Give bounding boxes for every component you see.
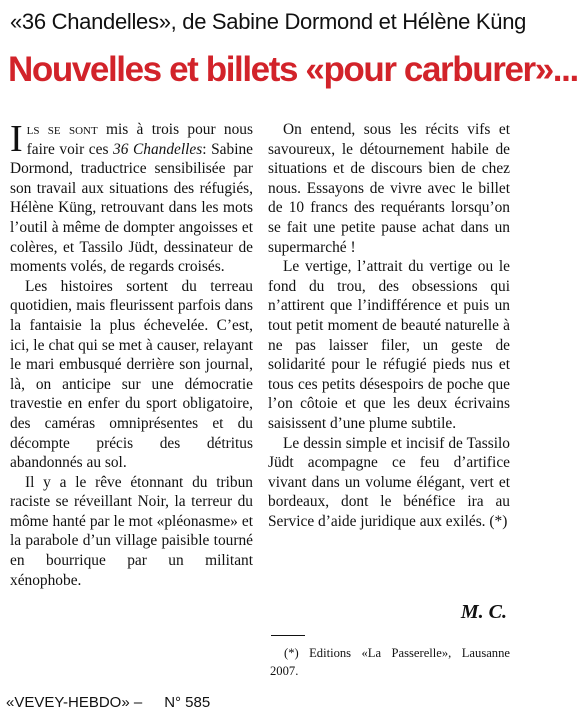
book-title: 36 Chandelles (113, 140, 203, 158)
footnote-divider (271, 635, 305, 636)
article-headline: Nouvelles et billets «pour carburer»... (8, 50, 578, 89)
lead-in-smallcaps: ls se sont (26, 121, 98, 138)
column-left (10, 120, 253, 590)
paragraph-1 (10, 120, 253, 277)
paragraph-1-text-a: mis à trois pour nous faire voir ces (26, 121, 253, 158)
publication-name: «VEVEY-HEBDO» – (6, 694, 143, 711)
column-right (268, 120, 510, 531)
publication-footer (6, 694, 210, 711)
article-kicker: «36 Chandelles», de Sabine Dormond et Hélène Küng (10, 9, 527, 34)
paragraph-2: Les histoires sortent du terreau quotidien, mais fleurissent parfois dans la fantaisie la plus échevelée. C’est, ici, le chat qui se met à causer, relayant le mari embusqué derrière son journal, là, on anticipe sur une démocratie travestie en enfer du sport obligatoire, des caméras omniprésentes et du décompte précis des détritus abandonnés au sol. (10, 277, 253, 472)
issue-number: N° 585 (164, 694, 211, 711)
paragraph-4: On entend, sous les récits vifs et savoureux, le détournement habile de situations et de discours bien de chez nous. Essayons de vivre avec le billet de 10 francs des requérants lorsqu’on se fait une petite pause achat dans un supermarché ! (268, 121, 510, 256)
paragraph-5: Le vertige, l’attrait du vertige ou le fond du trou, des obsessions qui n’attirent que l’indifférence et puis un tout petit moment de beauté naturelle à ne pas laisser filer, un geste de solidarité pour le réfugié pieds nus et tous ces petits désespoirs de poche que l’on côtoie et que les deux écrivains saisissent d’une plume subtile. (268, 258, 510, 432)
drop-cap: I (10, 118, 23, 160)
paragraph-3: Il y a le rêve étonnant du tribun raciste se réveillant Noir, la terreur du môme hanté par le mot «pléonasme» et la parabole d’un village paisible tourné en bourrique par un militant xénophobe. (10, 473, 253, 589)
paragraph-6: Le dessin simple et incisif de Tassilo Jüdt acompagne ce feu d’artifice vivant dans un volume élégant, vert et bordeaux, dont le bénéfice ira au Service d’aide juridique aux exilés. (*) (268, 434, 510, 530)
author-signature: M. C. (460, 601, 507, 623)
footnote: (*) Editions «La Passerelle», Lausanne 2007. (270, 646, 510, 678)
paragraph-1-text-b: : Sabine Dormond, traductrice sensibilisée par son travail aux situations des réfugiés, Hélène Küng, retrouvant dans les mots l’outil à même de dompter angoisses et colères, et Tassilo Jüdt, dessinateur de moments volés, de regards croisés. (10, 140, 253, 276)
